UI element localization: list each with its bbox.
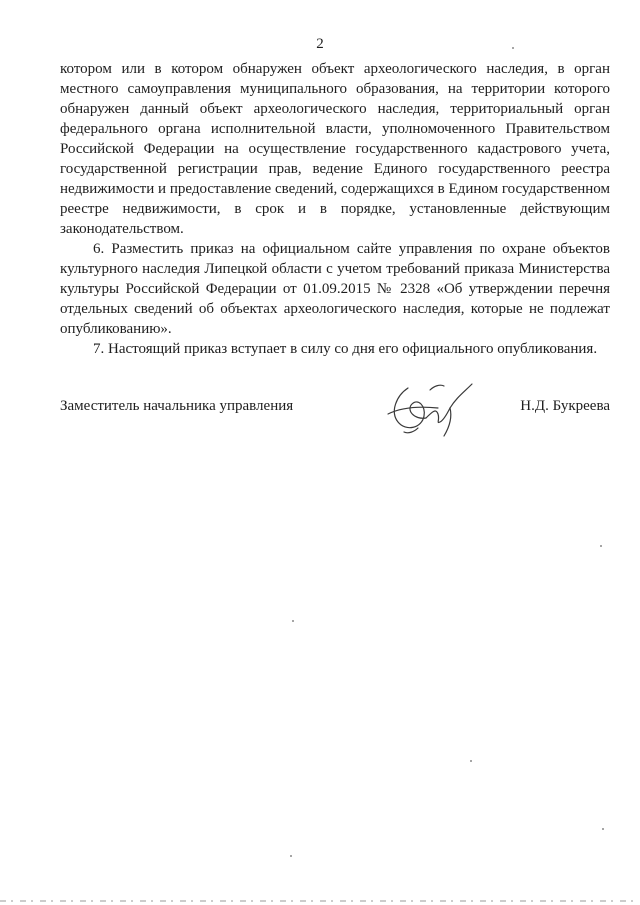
signer-name: Н.Д. Букреева [520, 398, 610, 414]
signer-title: Заместитель начальника управления [60, 398, 294, 414]
handwritten-signature [378, 378, 478, 440]
paragraph-continuation: котором или в котором обнаружен объект археологического наследия, в орган местного самоуправления муниципального образования, на территории которого обнаружен данный объект археологического наследия, территориальный орган федерального органа исполнительной власти, уполномоченного Правительством Российской Федерации на осуществление государственного кадастрового учета, государственной регистрации прав, ведение Единого государственного реестра недвижимости и предоставление сведений, содержащихся в Едином государственном реестре недвижимости, в срок и в порядке, установленные действующим законодательством. [60, 61, 610, 237]
paragraph-item-6: 6. Разместить приказ на официальном сайте управления по охране объектов культурного наследия Липецкой области с учетом требований приказа Министерства культуры Российской Федерации от 01.09.2015 № 2328 «Об утверждении перечня отдельных сведений об объектах археологического наследия, которые не подлежат опубликованию». [60, 241, 610, 337]
page-number: 2 [316, 36, 324, 52]
scan-speck [602, 828, 604, 830]
document-body [60, 59, 610, 359]
scan-bottom-edge [0, 897, 640, 903]
scan-speck [290, 855, 292, 857]
scan-speck [292, 620, 294, 622]
scan-speck [470, 760, 472, 762]
signature-block [60, 398, 610, 438]
scan-speck [512, 47, 514, 49]
scan-speck [600, 545, 602, 547]
paragraph-item-7: 7. Настоящий приказ вступает в силу со дня его официального опубликования. [93, 341, 598, 357]
